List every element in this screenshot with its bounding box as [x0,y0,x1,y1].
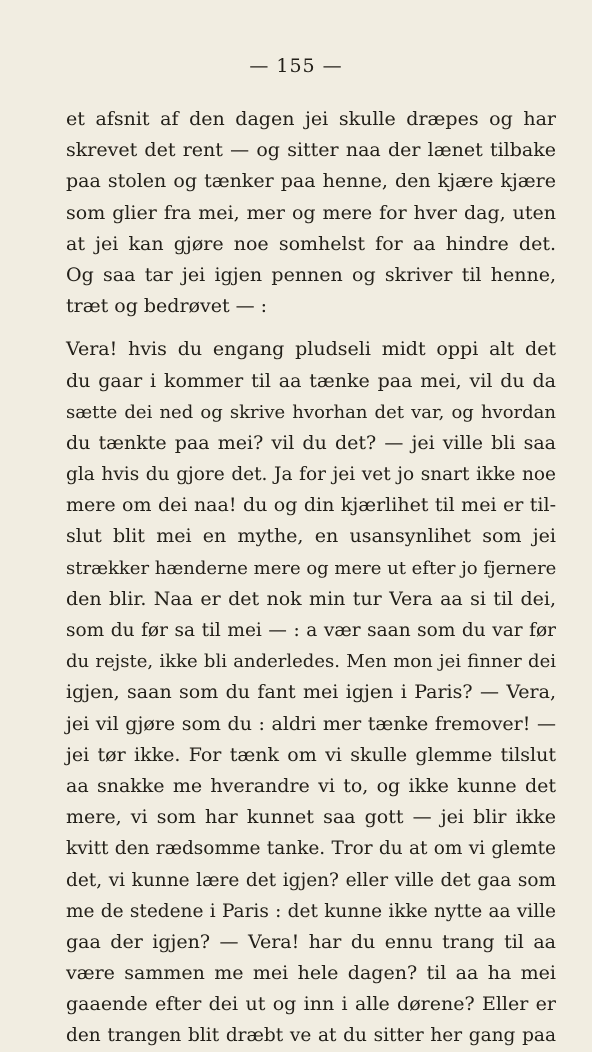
text-line: du tænkte paa mei? vil du det? — jei ville bli saa [66,431,556,454]
text-line: være sammen me mei hele dagen? til aa ha mei [66,962,556,985]
text-line: gla hvis du gjore det. Ja for jei vet jo snart ikke noe [66,464,556,486]
paragraph [66,334,556,1051]
text-line: som glier fra mei, mer og mere for hver dag, uten [66,201,556,224]
text-line: Vera! hvis du engang pludseli midt oppi alt det [66,338,556,361]
text-line: som du før sa til mei — : a vær saan som du var før [66,620,556,641]
text-line: jei tør ikke. For tænk om vi skulle glemme tilslut [66,743,556,766]
text-line: mere, vi som har kunnet saa gott — jei blir ikke [66,806,556,829]
text-line: igjen, saan som du fant mei igjen i Paris? — Vera, [66,681,556,704]
text-line: strækker hænderne mere og mere ut efter jo fjernere [66,557,557,579]
text-line: me de stedene i Paris : det kunne ikke nytte aa ville [66,900,556,922]
text-line: mere om dei naa! du og din kjærlihet til mei er til- [66,494,556,517]
text-line: den trangen blit dræbt ve at du sitter her gang paa [66,1025,556,1047]
text-line: slut blit mei en mythe, en usansynlihet som jei [66,525,556,548]
text-line: kvitt den rædsomme tanke. Tror du at om vi glemte [66,838,556,860]
text-line: gaaende efter dei ut og inn i alle dørene? Eller er [66,993,556,1016]
body-text [66,104,556,1052]
text-line: aa snakke me hverandre vi to, og ikke kunne det [66,774,556,797]
text-line: et afsnit af den dagen jei skulle dræpes og har [66,108,556,130]
text-line: sætte dei ned og skrive hvorhan det var, og hvordan [66,401,556,423]
paragraph-gap [66,322,556,334]
text-line: paa stolen og tænker paa henne, den kjære kjære [66,170,556,193]
text-line: skrevet det rent — og sitter naa der lænet tilbake [66,139,556,162]
text-line: du gaar i kommer til aa tænke paa mei, vil du da [66,369,556,392]
text-line: det, vi kunne lære det igjen? eller ville det gaa som [66,869,556,891]
text-line: du rejste, ikke bli anderledes. Men mon jei finner dei [66,651,556,673]
text-line: gaa der igjen? — Vera! har du ennu trang til aa [66,930,556,953]
text-line: at jei kan gjøre noe somhelst for aa hindre det. [66,232,556,255]
text-line: den blir. Naa er det nok min tur Vera aa si til dei, [66,587,556,610]
page-number: — 155 — [249,55,343,77]
text-line: Og saa tar jei igjen pennen og skriver til henne, [66,263,556,286]
text-line: træt og bedrøvet — : [66,295,268,318]
paragraph [66,104,556,322]
text-line: jei vil gjøre som du : aldri mer tænke fremover! — [66,712,556,735]
